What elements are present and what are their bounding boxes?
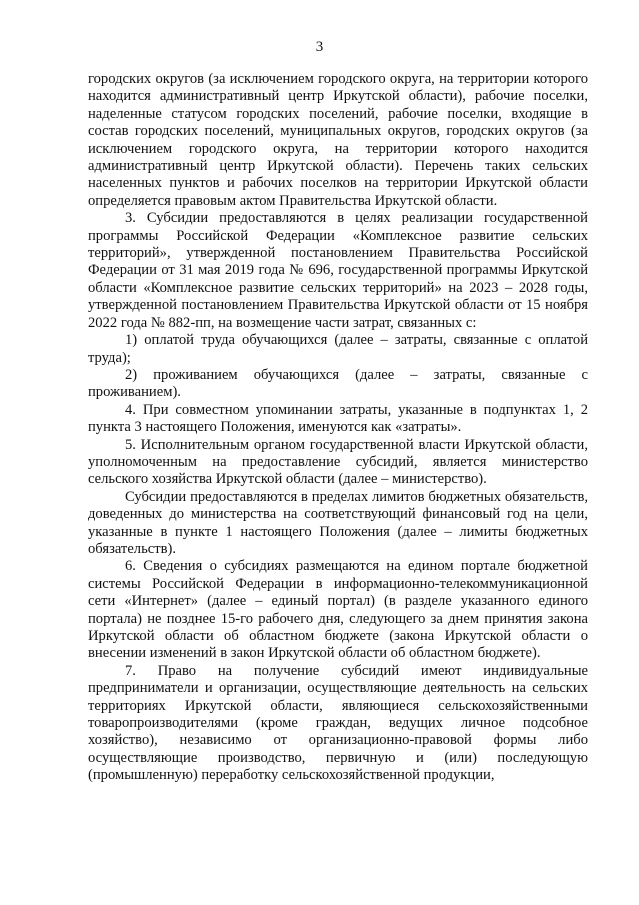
paragraph-item-5: 5. Исполнительным органом государственной власти Иркутской области, уполномоченным на предоставление субсидий, является министерство сельского хозяйства Иркутской области (далее – министерство). bbox=[88, 436, 588, 488]
paragraph-subitem-1: 1) оплатой труда обучающихся (далее – затраты, связанные с оплатой труда); bbox=[88, 332, 588, 366]
paragraph-subitem-2: 2) проживанием обучающихся (далее – затраты, связанные с проживанием). bbox=[88, 366, 588, 401]
paragraph-item-6: 6. Сведения о субсидиях размещаются на едином портале бюджетной системы Российской Федерации в информационно-телекоммуникационной сети «Интернет» (далее – единый портал) (в разделе указанного единого портала) не позднее 15-го рабочего дня, следующего за днем принятия закона Иркутской области об областном бюджете (закона Иркутской области о внесении изменений в закон Иркутской области об областном бюджете). bbox=[88, 558, 588, 662]
paragraph-item-4: 4. При совместном упоминании затраты, указанные в подпунктах 1, 2 пункта 3 настоящего Положения, именуются как «затраты». bbox=[88, 401, 588, 436]
paragraph-continuation: городских округов (за исключением городского округа, на территории которого находится административный центр Иркутской области), рабочие поселки, наделенные статусом городских поселений, рабочие поселки, входящие в состав городских поселений, муниципальных округов, городских округов (за исключением городского округа, на территории которого находится административный центр Иркутской области). Перечень таких сельских населенных пунктов и рабочих поселков на территории Иркутской области определяется правовым актом Правительства Иркутской области. bbox=[88, 71, 588, 209]
paragraph-item-3: 3. Субсидии предоставляются в целях реализации государственной программы Российской Федерации «Комплексное развитие сельских территорий», утвержденной постановлением Правительства Российской Федерации от 31 мая 2019 года № 696, государственной программы Иркутской области «Комплексное развитие сельских территорий» на 2023 – 2028 годы, утвержденной постановлением Правительства Иркутской области от 15 ноября 2022 года № 882-пп, на возмещение части затрат, связанных с: bbox=[88, 210, 588, 331]
page-number: 3 bbox=[315, 39, 324, 55]
paragraph-subsidy-limits: Субсидии предоставляются в пределах лимитов бюджетных обязательств, доведенных до министерства на соответствующий финансовый год на цели, указанные в пункте 1 настоящего Положения (далее – лимиты бюджетных обязательств). bbox=[88, 488, 588, 557]
document-body bbox=[88, 71, 588, 785]
paragraph-item-7: 7. Право на получение субсидий имеют индивидуальные предприниматели и организации, осуществляющие деятельность на сельских территориях Иркутской области, являющиеся сельскохозяйственными товаропроизводителями (кроме граждан, ведущих личное подсобное хозяйство), независимо от организационно-правовой формы либо осуществляющие производство, первичную и (или) последующую (промышленную) переработку сельскохозяйственной продукции, bbox=[88, 662, 588, 784]
